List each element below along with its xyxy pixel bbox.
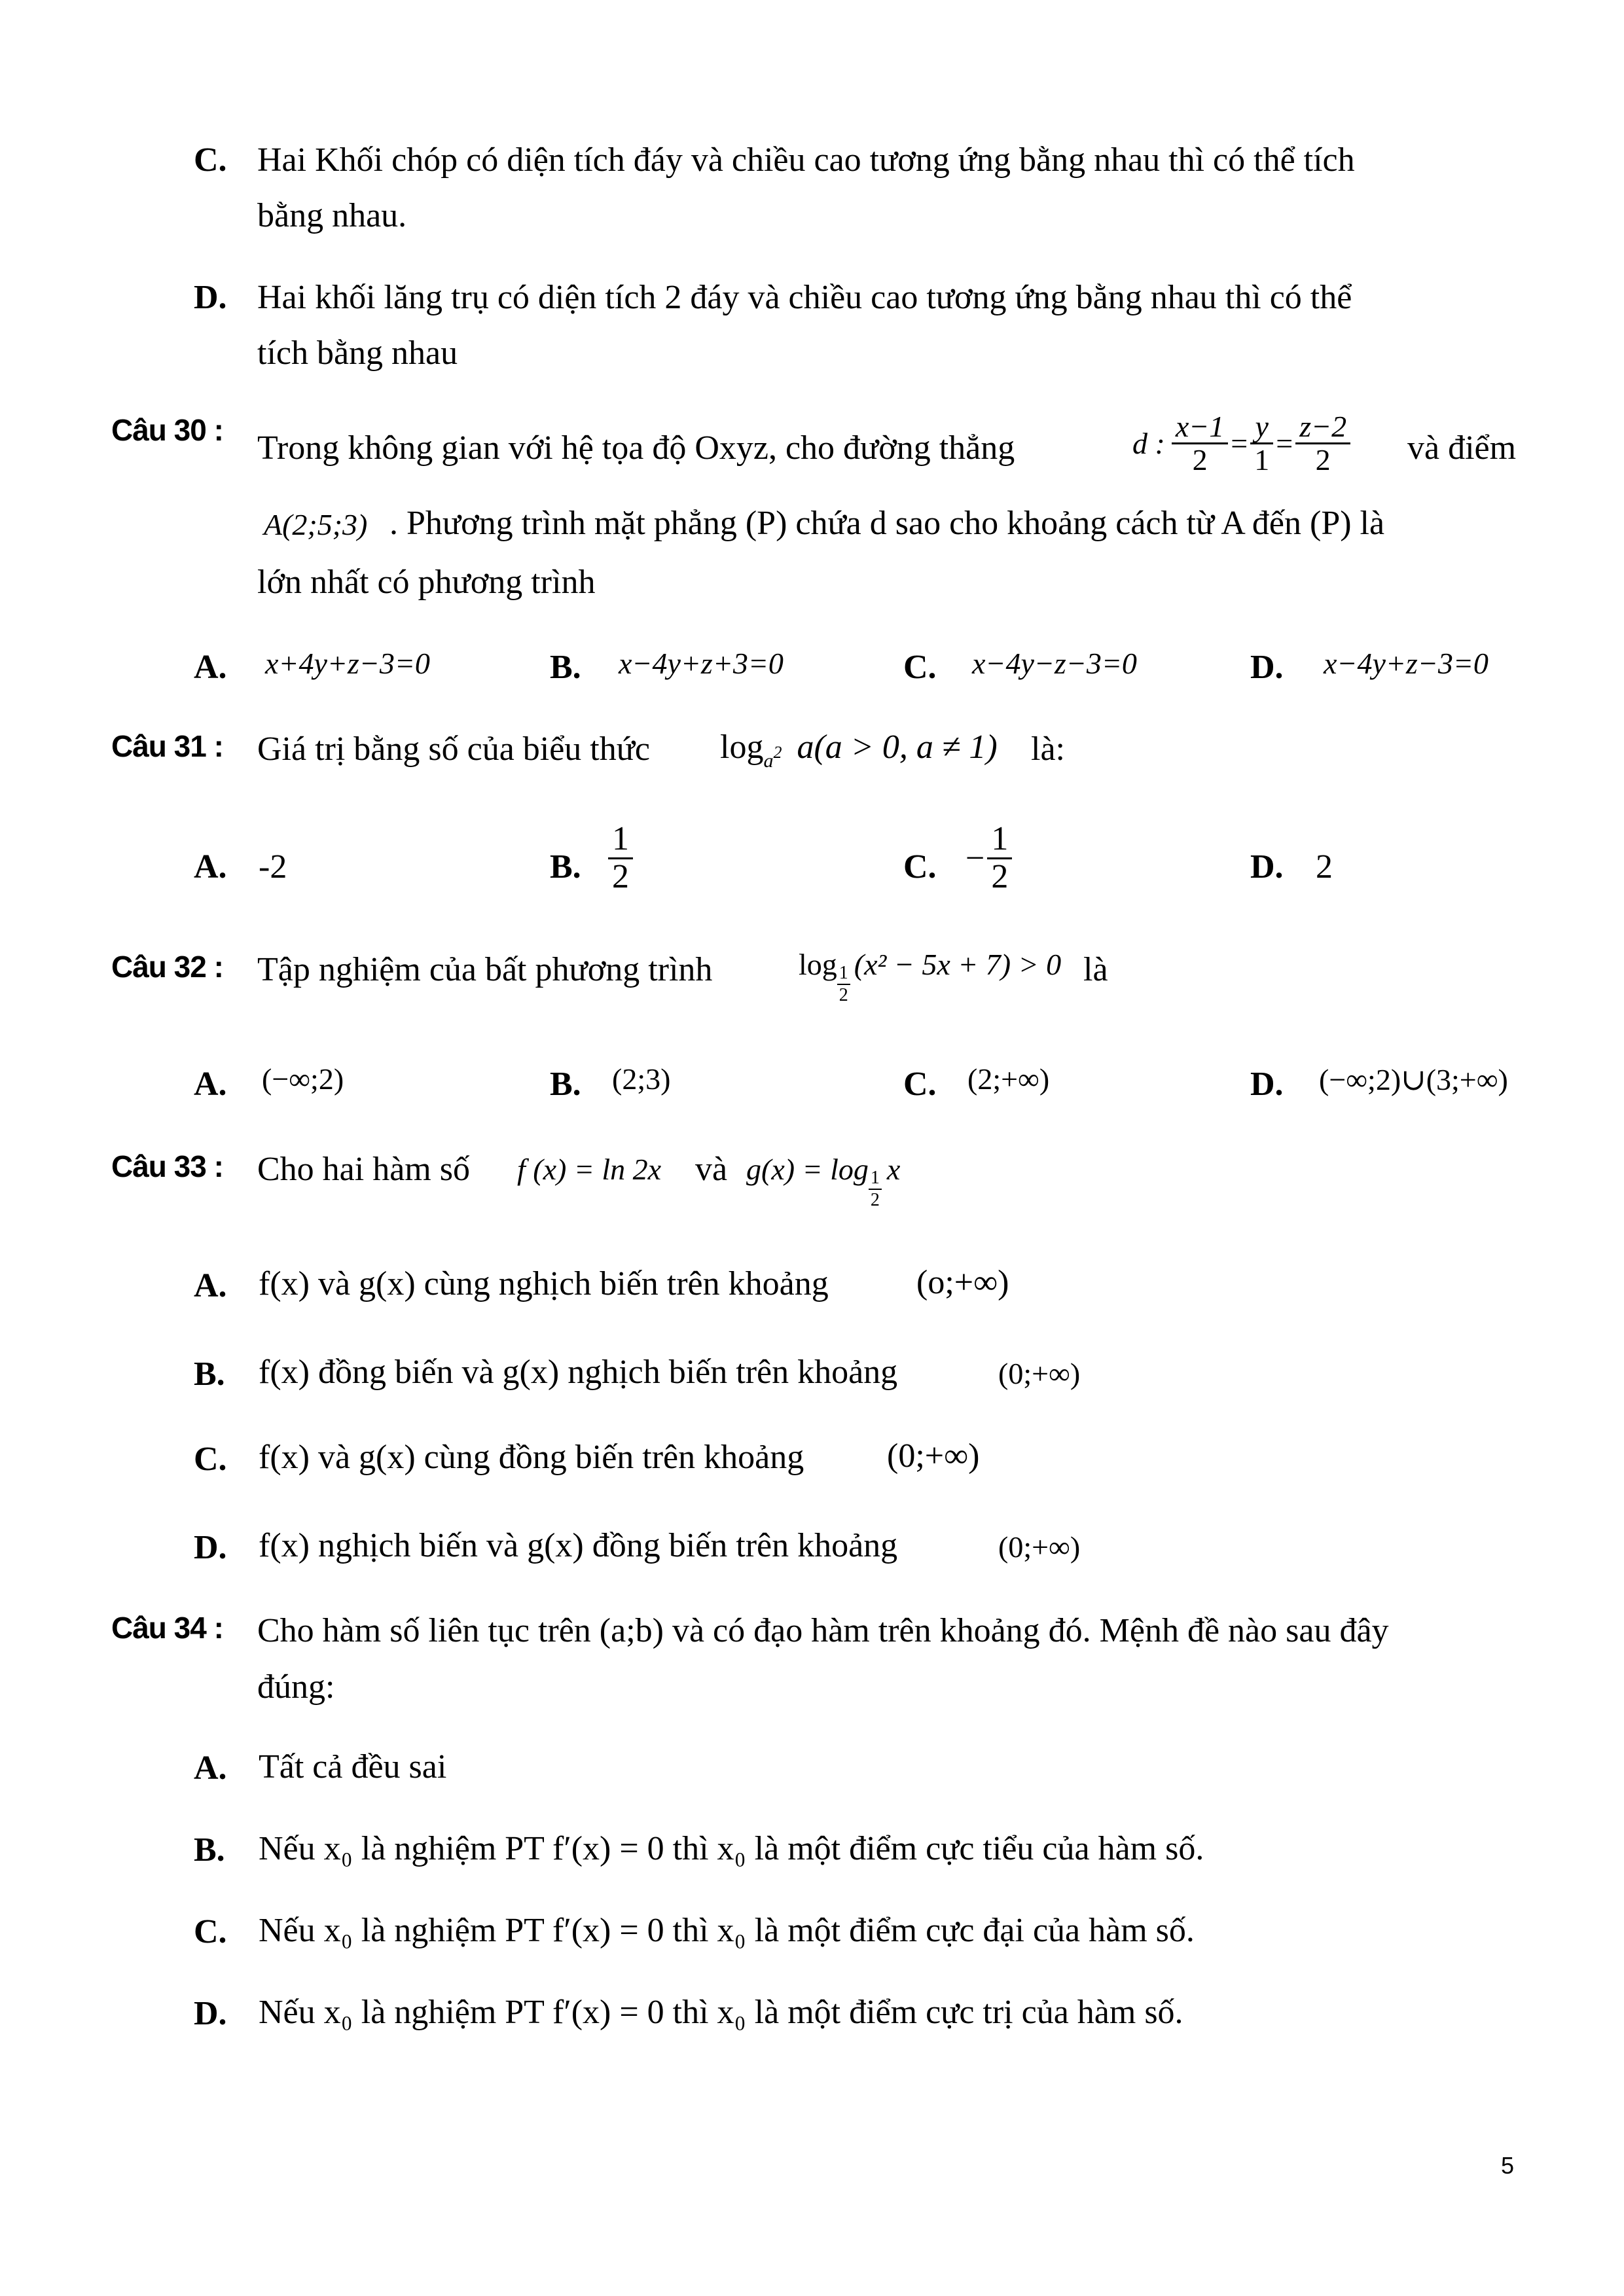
q33-option-c-interval: (0;+∞) — [887, 1437, 980, 1475]
q34-line2: đúng: — [257, 1668, 335, 1706]
q32-inequality: (x² − 5x + 7) > 0 — [854, 948, 1062, 981]
q30-text2: và điểm — [1407, 429, 1517, 467]
q31-option-a-label: A. — [194, 848, 227, 886]
q33-option-c-label: C. — [194, 1441, 227, 1478]
q31-option-b-label: B. — [550, 848, 581, 886]
q33-label: Câu 33 : — [111, 1149, 223, 1183]
q33-g-expression — [746, 1152, 900, 1211]
q30-line3: lớn nhất có phương trình — [257, 564, 596, 601]
q30-fraction-1: $\frac{x-1}{2}$ — [1172, 411, 1228, 476]
q31-option-d-value: 2 — [1316, 848, 1333, 886]
q33-g-log-base: 1 2 — [869, 1168, 882, 1211]
q33-option-c-text: f(x) và g(x) cùng đồng biến trên khoảng — [259, 1439, 804, 1476]
q32-option-c-label: C. — [903, 1066, 937, 1103]
q30-option-a-value: x+4y+z−3=0 — [265, 647, 430, 680]
q32-option-b-label: B. — [550, 1066, 581, 1103]
q32-log: log — [799, 948, 837, 981]
q33-option-a-interval: (o;+∞) — [916, 1264, 1009, 1301]
page-number: 5 — [1501, 2152, 1515, 2179]
q33-text2: và — [695, 1151, 728, 1188]
q30-equals-1: = — [1231, 427, 1248, 461]
q30-option-c-value: x−4y−z−3=0 — [972, 647, 1137, 680]
q31-option-c-label: C. — [903, 848, 937, 886]
q31-text1: Giá trị bằng số của biểu thức — [257, 730, 651, 768]
q32-text2: là — [1083, 951, 1108, 988]
q31-option-d-label: D. — [1250, 848, 1284, 886]
q33-g-arg: x — [886, 1153, 901, 1186]
q33-option-b-text: f(x) đồng biến và g(x) nghịch biến trên khoảng — [259, 1354, 898, 1391]
q34-option-a-text: Tất cả đều sai — [259, 1748, 447, 1785]
q34-option-d-text: Nếu x₀ là nghiệm PT f′(x) = 0 thì x₀ là một điểm cực trị của hàm số. — [259, 1994, 1183, 2031]
q30-text3: . Phương trình mặt phẳng (P) chứa d sao cho khoảng cách từ A đến (P) là — [389, 505, 1385, 542]
q29-option-c-line2: bằng nhau. — [257, 197, 407, 234]
q34-option-a-label: A. — [194, 1749, 227, 1787]
q34-option-c-label: C. — [194, 1913, 227, 1950]
q29-option-d-label: D. — [194, 279, 227, 316]
q33-option-b-interval: (0;+∞) — [998, 1357, 1081, 1390]
q33-f-expression: f (x) = ln 2x — [517, 1153, 662, 1186]
q31-log-base: a2 — [763, 743, 782, 772]
q32-expression — [799, 947, 1061, 1006]
q30-line-equation — [1132, 411, 1353, 476]
q32-log-base: 1 2 — [837, 963, 850, 1006]
q32-option-d-value: (−∞;2)∪(3;+∞) — [1319, 1063, 1508, 1096]
q32-label: Câu 32 : — [111, 950, 223, 984]
q30-fraction-3: $\frac{z-2}{2}$ — [1295, 411, 1350, 476]
q32-option-a-value: (−∞;2) — [262, 1062, 344, 1096]
q33-option-a-label: A. — [194, 1267, 227, 1304]
q34-option-c-text: Nếu x₀ là nghiệm PT f′(x) = 0 thì x₀ là một điểm cực đại của hàm số. — [259, 1912, 1195, 1949]
q30-option-c-label: C. — [903, 649, 937, 686]
q30-fraction-2: $\frac{y}{1}$ — [1250, 411, 1273, 476]
q29-option-c-line1: Hai Khối chóp có diện tích đáy và chiều cao tương ứng bằng nhau thì có thể tích — [257, 141, 1355, 179]
q29-option-d-line2: tích bằng nhau — [257, 334, 458, 372]
q31-arg: a(a > 0, a ≠ 1) — [797, 728, 998, 766]
q30-equals-2: = — [1276, 427, 1293, 461]
q30-label: Câu 30 : — [111, 413, 223, 447]
q32-option-d-label: D. — [1250, 1066, 1284, 1103]
q34-line1: Cho hàm số liên tục trên (a;b) và có đạo hàm trên khoảng đó. Mệnh đề nào sau đây — [257, 1612, 1389, 1649]
q31-expression — [720, 728, 998, 772]
q30-option-d-label: D. — [1250, 649, 1284, 686]
q33-option-a-text: f(x) và g(x) cùng nghịch biến trên khoảng — [259, 1265, 829, 1302]
q34-option-d-label: D. — [194, 1995, 227, 2032]
q30-text1: Trong không gian với hệ tọa độ Oxyz, cho đường thẳng — [257, 429, 1015, 467]
q32-option-c-value: (2;+∞) — [967, 1062, 1050, 1096]
q32-option-b-value: (2;3) — [612, 1062, 671, 1096]
q30-d-prefix: d : — [1132, 427, 1165, 461]
q33-text1: Cho hai hàm số — [257, 1151, 470, 1188]
q33-g-prefix: g(x) = log — [746, 1153, 869, 1186]
q29-option-c-label: C. — [194, 141, 227, 179]
q31-log: log — [720, 728, 764, 766]
q31-option-a-value: -2 — [259, 848, 287, 886]
q31-text2: là: — [1031, 730, 1065, 768]
q34-label: Câu 34 : — [111, 1611, 223, 1645]
q30-option-a-label: A. — [194, 649, 227, 686]
q30-option-b-value: x−4y+z+3=0 — [619, 647, 784, 680]
q30-option-b-label: B. — [550, 649, 581, 686]
q33-option-b-label: B. — [194, 1355, 225, 1393]
q31-option-b-value: $\frac{1}{2}$ — [605, 821, 636, 895]
q30-point: A(2;5;3) — [264, 508, 368, 541]
q33-option-d-interval: (0;+∞) — [998, 1530, 1081, 1564]
q34-option-b-text: Nếu x₀ là nghiệm PT f′(x) = 0 thì x₀ là một điểm cực tiểu của hàm số. — [259, 1830, 1204, 1867]
q33-option-d-text: f(x) nghịch biến và g(x) đồng biến trên khoảng — [259, 1527, 898, 1564]
q30-option-d-value: x−4y+z−3=0 — [1324, 647, 1489, 680]
q33-option-d-label: D. — [194, 1529, 227, 1566]
q32-text1: Tập nghiệm của bất phương trình — [257, 951, 713, 988]
q34-option-b-label: B. — [194, 1831, 225, 1869]
q31-label: Câu 31 : — [111, 729, 223, 763]
q32-option-a-label: A. — [194, 1066, 227, 1103]
q29-option-d-line1: Hai khối lăng trụ có diện tích 2 đáy và chiều cao tương ứng bằng nhau thì có thể — [257, 279, 1352, 316]
q31-option-c-value: − $\frac{1}{2}$ — [965, 821, 1015, 895]
